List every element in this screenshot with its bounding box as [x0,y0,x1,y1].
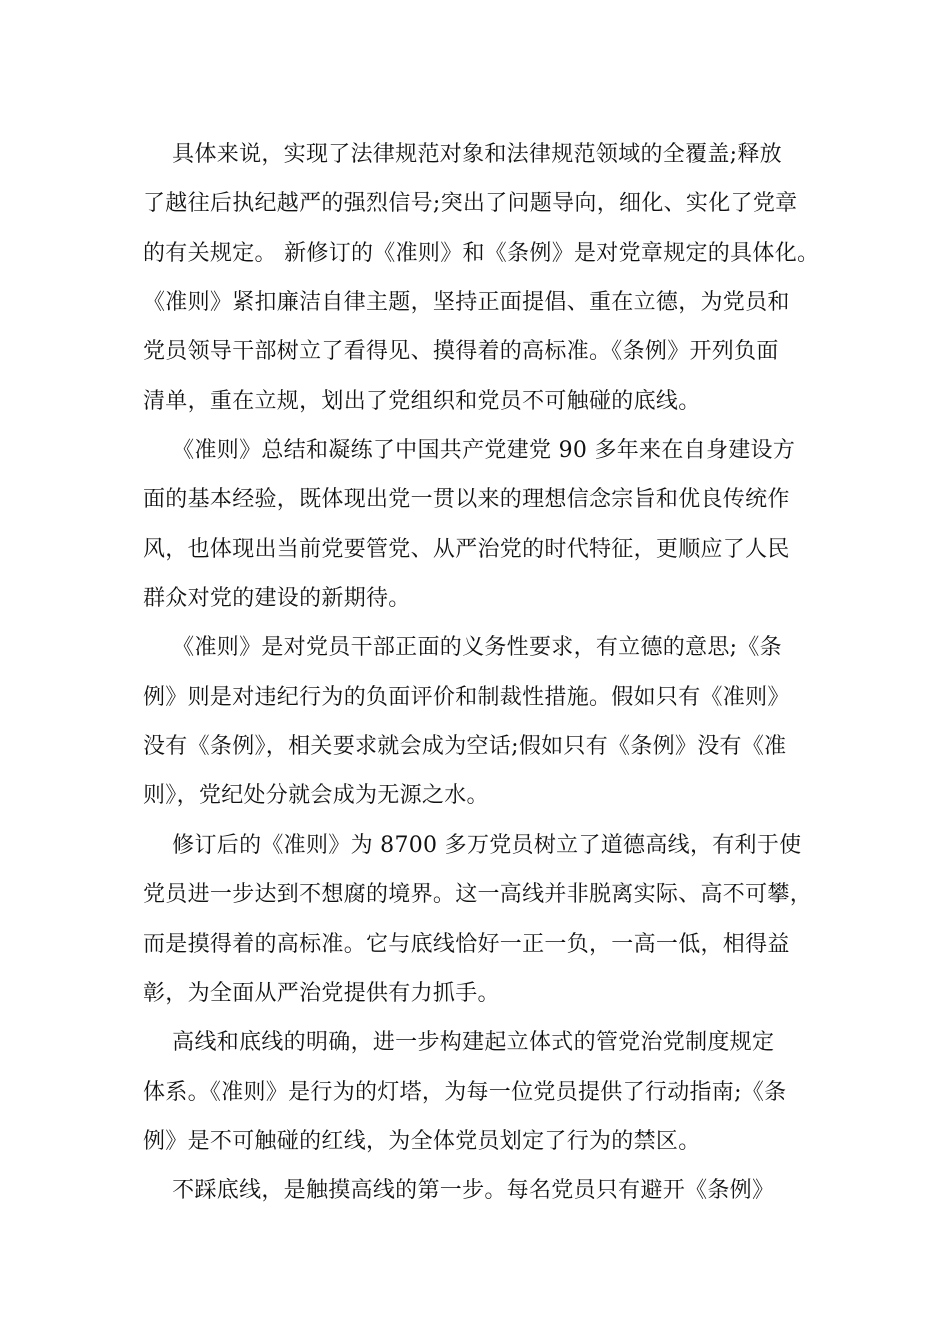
text-line: 了越往后执纪越严的强烈信号;突出了问题导向，细化、实化了党章 [143,191,798,217]
text-line: 则》，党纪处分就会成为无源之水。 [143,783,489,809]
text-line: 《准则》紧扣廉洁自律主题，坚持正面提倡、重在立德，为党员和 [143,290,790,316]
text-line: 《准则》总结和凝练了中国共产党建党 90 多年来在自身建设方 [143,438,796,464]
text-line: 风，也体现出当前党要管党、从严治党的时代特征，更顺应了人民 [143,536,790,562]
text-line: 彰，为全面从严治党提供有力抓手。 [143,980,500,1006]
text-line: 例》是不可触碰的红线，为全体党员划定了行为的禁区。 [143,1128,701,1154]
body-text [143,130,820,1216]
text-line: 的有关规定。 新修订的《准则》和《条例》是对党章规定的具体化。 [143,240,820,266]
text-line: 修订后的《准则》为 8700 多万党员树立了道德高线，有利于使 [143,832,802,858]
text-line: 面的基本经验，既体现出党一贯以来的理想信念宗旨和优良传统作 [143,487,790,513]
text-line: 党员进一步达到不想腐的境界。这一高线并非脱离实际、高不可攀， [143,882,813,908]
text-line: 具体来说，实现了法律规范对象和法律规范领域的全覆盖;释放 [143,142,782,167]
text-line: 没有《条例》，相关要求就会成为空话;假如只有《条例》没有《准 [143,734,787,760]
text-line: 党员领导干部树立了看得见、摸得着的高标准。《条例》开列负面 [143,339,779,365]
text-line: 群众对党的建设的新期待。 [143,586,411,612]
text-line: 不踩底线，是触摸高线的第一步。每名党员只有避开《条例》 [143,1178,775,1204]
text-line: 清单，重在立规，划出了党组织和党员不可触碰的底线。 [143,388,701,414]
text-line: 例》则是对违纪行为的负面评价和制裁性措施。假如只有《准则》 [143,684,790,710]
text-line: 高线和底线的明确，进一步构建起立体式的管党治党制度规定 [143,1030,775,1056]
text-line: 而是摸得着的高标准。它与底线恰好一正一负，一高一低，相得益 [143,931,790,957]
text-line: 体系。《准则》是行为的灯塔，为每一位党员提供了行动指南;《条 [143,1079,787,1105]
text-line: 《准则》是对党员干部正面的义务性要求，有立德的意思;《条 [143,635,782,661]
